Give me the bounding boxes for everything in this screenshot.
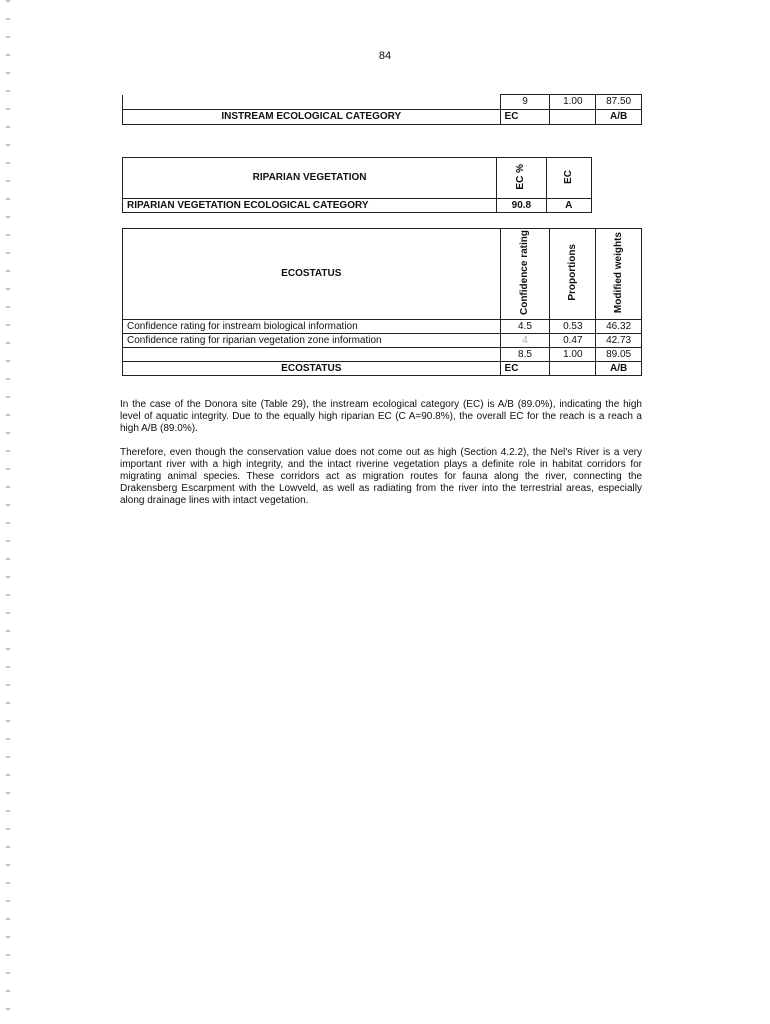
instream-row1-label: [123, 95, 501, 110]
ecostatus-row4-val3: A/B: [596, 362, 642, 376]
ecostatus-row3-val2: 1.00: [550, 348, 596, 362]
ecostatus-row1-val2: 0.53: [550, 320, 596, 334]
riparian-header-label: RIPARIAN VEGETATION: [123, 158, 497, 199]
table-row: [123, 348, 642, 362]
ecostatus-row2-val2: 0.47: [550, 334, 596, 348]
riparian-row-label: RIPARIAN VEGETATION ECOLOGICAL CATEGORY: [123, 199, 497, 213]
page-number: 84: [378, 50, 392, 62]
table-row: [123, 320, 642, 334]
table-row: [123, 199, 592, 213]
instream-row1-val1: 9: [500, 95, 550, 110]
ecostatus-row1-val3: 46.32: [596, 320, 642, 334]
instream-row2-val2: [550, 109, 596, 124]
ecostatus-row1-val1: 4.5: [500, 320, 550, 334]
ecostatus-row2-val1: 4: [500, 334, 550, 348]
ecostatus-header-col3: Modified weights: [612, 231, 624, 314]
ecostatus-row4-val1: EC: [500, 362, 550, 376]
riparian-row-val2: A: [546, 199, 591, 213]
instream-row2-val3: A/B: [596, 109, 642, 124]
ecostatus-row4-val2: [550, 362, 596, 376]
riparian-header-col2: EC: [562, 169, 574, 184]
ecostatus-row2-val3: 42.73: [596, 334, 642, 348]
riparian-header-col2-cell: [546, 158, 591, 199]
ecostatus-header-label: ECOSTATUS: [123, 229, 501, 320]
table-row: [123, 95, 642, 110]
ecostatus-table: [122, 228, 642, 376]
ecostatus-header-col1: Confidence rating: [518, 230, 530, 316]
ecostatus-header-col2: Proportions: [566, 244, 578, 301]
ecostatus-row3-val3: 89.05: [596, 348, 642, 362]
instream-row1-val3: 87.50: [596, 95, 642, 110]
riparian-table: [122, 157, 592, 213]
table-row: [123, 334, 642, 348]
instream-row2-label: INSTREAM ECOLOGICAL CATEGORY: [123, 109, 501, 124]
ecostatus-row4-label: ECOSTATUS: [123, 362, 501, 376]
instream-row1-val2: 1.00: [550, 95, 596, 110]
table-row: [123, 362, 642, 376]
riparian-header-col1: EC %: [515, 163, 527, 190]
riparian-row-val1: 90.8: [497, 199, 546, 213]
ecostatus-row2-label: Confidence rating for riparian vegetation zone information: [123, 334, 501, 348]
paragraph-donora-site: In the case of the Donora site (Table 29), the instream ecological category (EC) is A/B (89.0%), indicating the high level of aquatic integrity. Due to the equally high riparian EC (C A=90.8%), the overall EC for the reach is a reach a high A/B (89.0%).: [120, 399, 642, 434]
riparian-header-col1-cell: [497, 158, 546, 199]
table-row: [123, 229, 642, 320]
table-row: [123, 109, 642, 124]
ecostatus-row3-label: [123, 348, 501, 362]
table-row: [123, 158, 592, 199]
instream-row2-val1: EC: [500, 109, 550, 124]
instream-table: [122, 94, 642, 125]
ecostatus-header-col1-cell: [500, 229, 550, 320]
ecostatus-row1-label: Confidence rating for instream biological information: [123, 320, 501, 334]
ecostatus-row3-val1: 8.5: [500, 348, 550, 362]
paragraph-conservation-value: Therefore, even though the conservation value does not come out as high (Section 4.2.2), the Nel's River is a very important river with a high integrity, and the intact riverine vegetation plays a definite role in habitat corridors for migrating animal species. These corridors act as migration routes for fauna along the river, connecting the Drakensberg Escarpment with the Lowveld, as well as radiating from the river into the terrestrial areas, especially along drainage lines with intact vegetation.: [120, 447, 642, 506]
ecostatus-header-col2-cell: [550, 229, 596, 320]
scan-margin-left: [6, 0, 10, 1024]
ecostatus-header-col3-cell: [596, 229, 642, 320]
